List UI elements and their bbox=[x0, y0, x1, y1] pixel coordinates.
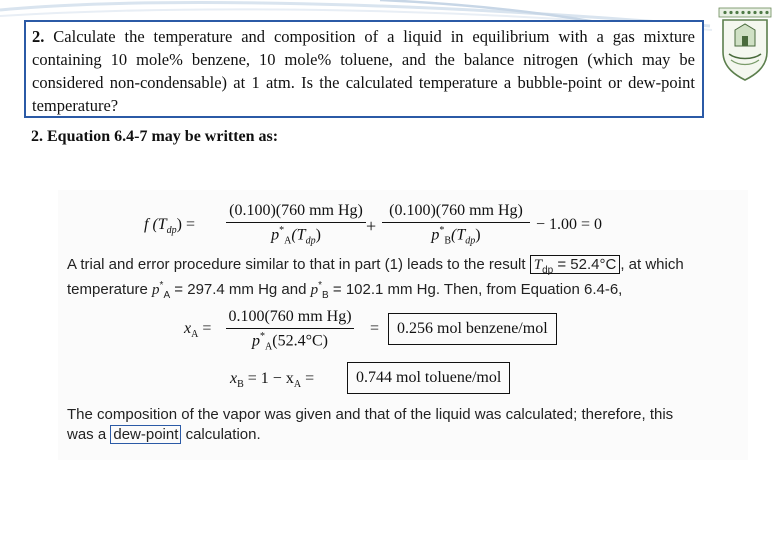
equation-lhs: f $(T_{dp})$ = bbox=[144, 216, 196, 237]
boxed-dew-point-word: dew-point bbox=[110, 425, 181, 444]
xa-fraction: $\frac{\text{0.100(760 mm Hg)}}{p^*_A(52.4^\circ C)}$ bbox=[226, 308, 354, 353]
equation-fraction-2: (0.100)(760 mm Hg) $p^*_B(T_{dp})$ bbox=[382, 202, 530, 247]
problem-number: 2. bbox=[32, 27, 45, 46]
trial-text-line-2: temperature $p^*_A = 297.4$ mm Hg and $p^*_B = 102.1$ mm Hg. Then, from Equation 6.4-6, bbox=[67, 280, 623, 301]
equation-fraction-1: (0.100)(760 mm Hg) $p^*_A(T_{dp})$ bbox=[226, 202, 366, 247]
equation-plus: + bbox=[366, 216, 377, 236]
university-emblem-icon bbox=[713, 2, 777, 84]
xb-expression: $x_B = 1 - x_A$ = bbox=[230, 370, 315, 391]
xa-result-box: 0.256 mol benzene/mol bbox=[388, 313, 557, 345]
solution-heading: 2. Equation 6.4-7 may be written as: bbox=[31, 128, 279, 145]
xb-result-box: 0.744 mol toluene/mol bbox=[347, 362, 510, 394]
xa-lhs: $x_A$ = bbox=[184, 320, 212, 341]
xa-equals: = bbox=[370, 320, 380, 337]
conclusion-line-1: The composition of the vapor was given and that of the liquid was calculated; therefore, this bbox=[67, 406, 674, 423]
conclusion-line-2: was a dew-point calculation. bbox=[67, 426, 261, 443]
problem-text: Calculate the temperature and composition of a liquid in equilibrium with a gas mixture containing 10 mole% benzene, 10 mole% toluene, and the balance nitrogen (which may be considered non-condensable) at 1 atm. Is the calculated temperature a bubble-point or dew-point temperature? bbox=[32, 27, 695, 115]
boxed-dew-point-temperature: $T_{dp} = 52.4^\circ C$ bbox=[530, 255, 621, 274]
equation-tail: − 1.00 = 0 bbox=[536, 216, 603, 233]
problem-statement-box bbox=[24, 20, 704, 118]
trial-text-line-1: A trial and error procedure similar to that in part (1) leads to the result $T_{dp} = 52.4^\circ C$ , at which bbox=[67, 256, 684, 276]
solution-figure bbox=[58, 190, 748, 460]
